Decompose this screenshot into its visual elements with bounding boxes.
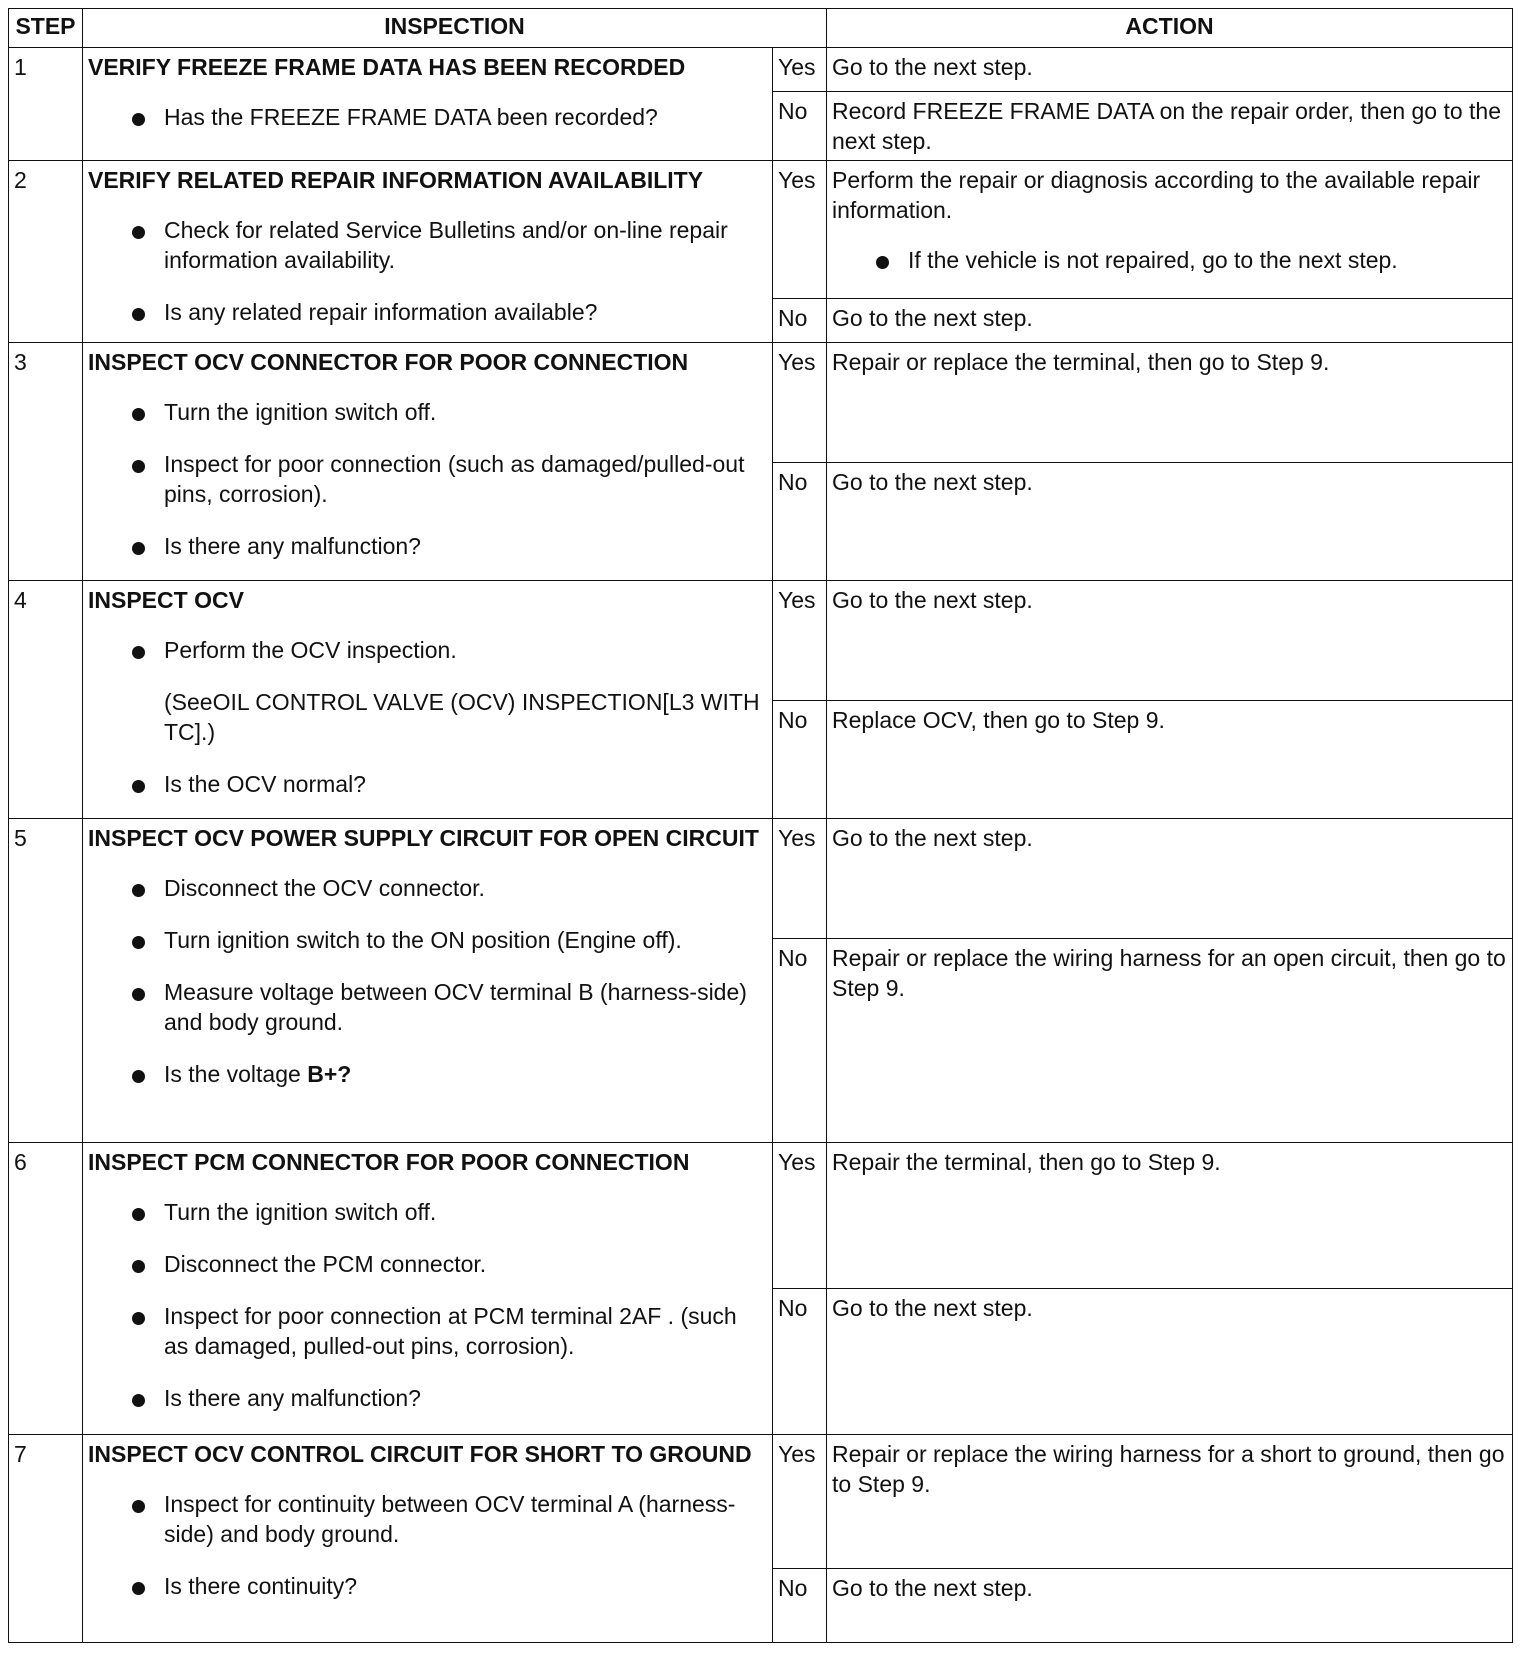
inspection-bullet: Has the FREEZE FRAME DATA been recorded? (88, 102, 767, 132)
step-number: 5 (9, 819, 83, 1143)
table-row (9, 48, 1513, 92)
inspection-bullet: Turn the ignition switch off. (88, 397, 767, 427)
inspection-bullet: Disconnect the OCV connector. (88, 873, 767, 903)
no-label: No (773, 939, 827, 1143)
inspection-title: VERIFY RELATED REPAIR INFORMATION AVAILABILITY (88, 167, 704, 193)
inspection-title: INSPECT OCV POWER SUPPLY CIRCUIT FOR OPEN CIRCUIT (88, 825, 759, 851)
yes-action: Repair the terminal, then go to Step 9. (827, 1143, 1513, 1289)
bullet-text: Is the voltage (164, 1061, 308, 1087)
inspection-cell (83, 1143, 773, 1435)
yes-label: Yes (773, 1143, 827, 1289)
action-bullet: If the vehicle is not repaired, go to the next step. (832, 245, 1507, 275)
no-label: No (773, 1569, 827, 1643)
no-label: No (773, 92, 827, 161)
step-number: 7 (9, 1435, 83, 1643)
yes-label: Yes (773, 48, 827, 92)
table-row (9, 343, 1513, 463)
header-step: STEP (9, 9, 83, 48)
inspection-bullet: Is there continuity? (88, 1571, 767, 1601)
voltage-value: B+? (307, 1061, 352, 1087)
step-number: 2 (9, 161, 83, 343)
inspection-title: INSPECT OCV CONNECTOR FOR POOR CONNECTION (88, 349, 689, 375)
inspection-bullet: Disconnect the PCM connector. (88, 1249, 767, 1279)
no-action: Go to the next step. (827, 299, 1513, 343)
yes-action: Go to the next step. (827, 581, 1513, 701)
no-label: No (773, 1289, 827, 1435)
table-row (9, 161, 1513, 299)
inspection-bullet: Is there any malfunction? (88, 531, 767, 561)
inspection-bullet: Perform the OCV inspection. (88, 635, 767, 665)
inspection-bullet: Turn ignition switch to the ON position (Engine off). (88, 925, 767, 955)
yes-action: Perform the repair or diagnosis according to the available repair information. (832, 167, 1481, 223)
inspection-bullet: Is there any malfunction? (88, 1383, 767, 1413)
inspection-bullet: Measure voltage between OCV terminal B (harness-side) and body ground. (88, 977, 767, 1037)
table-row (9, 1143, 1513, 1289)
step-number: 4 (9, 581, 83, 819)
yes-action: Repair or replace the wiring harness for a short to ground, then go to Step 9. (827, 1435, 1513, 1569)
no-action: Record FREEZE FRAME DATA on the repair order, then go to the next step. (827, 92, 1513, 161)
inspection-bullet: Inspect for continuity between OCV terminal A (harness-side) and body ground. (88, 1489, 767, 1549)
table-header-row (9, 9, 1513, 48)
no-action: Repair or replace the wiring harness for an open circuit, then go to Step 9. (827, 939, 1513, 1143)
inspection-cell (83, 161, 773, 343)
yes-action: Go to the next step. (827, 819, 1513, 939)
inspection-bullet: Is the OCV normal? (88, 769, 767, 799)
no-action: Go to the next step. (827, 1289, 1513, 1435)
inspection-cell (83, 1435, 773, 1643)
inspection-title: INSPECT OCV (88, 587, 244, 613)
inspection-bullet: Check for related Service Bulletins and/or on-line repair information availability. (88, 215, 767, 275)
inspection-cell (83, 581, 773, 819)
inspection-title: INSPECT PCM CONNECTOR FOR POOR CONNECTION (88, 1149, 690, 1175)
yes-action-cell (827, 161, 1513, 299)
no-label: No (773, 463, 827, 581)
header-action: ACTION (827, 9, 1513, 48)
no-action: Go to the next step. (827, 463, 1513, 581)
yes-label: Yes (773, 343, 827, 463)
yes-label: Yes (773, 819, 827, 939)
inspection-cell (83, 819, 773, 1143)
step-number: 1 (9, 48, 83, 161)
no-label: No (773, 299, 827, 343)
yes-label: Yes (773, 1435, 827, 1569)
inspection-bullet: Inspect for poor connection (such as damaged/pulled-out pins, corrosion). (88, 449, 767, 509)
yes-label: Yes (773, 161, 827, 299)
step-number: 6 (9, 1143, 83, 1435)
no-label: No (773, 701, 827, 819)
table-row (9, 819, 1513, 939)
yes-action: Repair or replace the terminal, then go to Step 9. (827, 343, 1513, 463)
inspection-title: VERIFY FREEZE FRAME DATA HAS BEEN RECORDED (88, 54, 686, 80)
inspection-bullet: Turn the ignition switch off. (88, 1197, 767, 1227)
inspection-cell (83, 48, 773, 161)
inspection-bullet (88, 1059, 767, 1089)
header-inspection: INSPECTION (83, 9, 827, 48)
inspection-bullet: Inspect for poor connection at PCM terminal 2AF . (such as damaged, pulled-out pins, corrosion). (88, 1301, 767, 1361)
diagnostic-table (8, 8, 1513, 1643)
inspection-cell (83, 343, 773, 581)
table-row (9, 1435, 1513, 1569)
inspection-bullet: Is any related repair information available? (88, 297, 767, 327)
no-action: Replace OCV, then go to Step 9. (827, 701, 1513, 819)
diagnostic-procedure-page (8, 8, 1512, 1646)
yes-label: Yes (773, 581, 827, 701)
no-action: Go to the next step. (827, 1569, 1513, 1643)
step-number: 3 (9, 343, 83, 581)
table-row (9, 581, 1513, 701)
inspection-title: INSPECT OCV CONTROL CIRCUIT FOR SHORT TO GROUND (88, 1441, 752, 1467)
inspection-reference: (SeeOIL CONTROL VALVE (OCV) INSPECTION[L3 WITH TC].) (164, 689, 760, 745)
yes-action: Go to the next step. (827, 48, 1513, 92)
